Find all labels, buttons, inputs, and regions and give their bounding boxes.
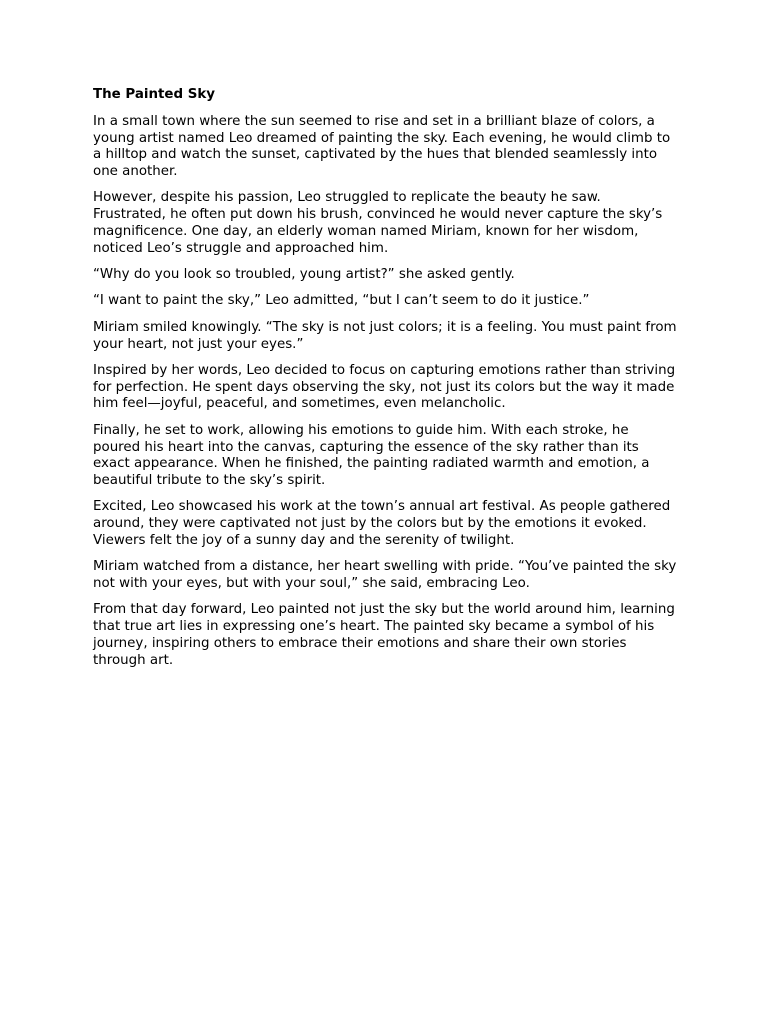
paragraph-5: Miriam smiled knowingly. “The sky is not just colors; it is a feeling. You must paint from your heart, not just your eyes.” [93, 319, 677, 352]
paragraph-8: Excited, Leo showcased his work at the town’s annual art festival. As people gathered around, they were captivated not just by the colors but by the emotions it evoked. Viewers felt the joy of a sunny day and the serenity of twilight. [93, 499, 671, 549]
paragraph-1: In a small town where the sun seemed to rise and set in a brilliant blaze of colors, a young artist named Leo dreamed of painting the sky. Each evening, he would climb to a hilltop and watch the sunset, captivated by the hues that blended seamlessly into one another. [93, 113, 671, 180]
paragraph-3: “Why do you look so troubled, young artist?” she asked gently. [93, 267, 515, 283]
document-page [93, 87, 677, 679]
paragraph-7: Finally, he set to work, allowing his emotions to guide him. With each stroke, he poured his heart into the canvas, capturing the essence of the sky rather than its exact appearance. When he finished, the painting radiated warmth and emotion, a beautiful tribute to the sky’s spirit. [93, 422, 650, 489]
document-title: The Painted Sky [93, 87, 216, 102]
paragraph-4: “I want to paint the sky,” Leo admitted, “but I can’t seem to do it justice.” [93, 293, 590, 309]
paragraph-10: From that day forward, Leo painted not just the sky but the world around him, learning that true art lies in expressing one’s heart. The painted sky became a symbol of his journey, inspiring others to embrace their emotions and share their own stories through art. [93, 602, 675, 668]
paragraph-6: Inspired by her words, Leo decided to focus on capturing emotions rather than striving for perfection. He spent days observing the sky, not just its colors but the way it made him feel—joyful, peaceful, and sometimes, even melancholic. [93, 362, 676, 412]
paragraph-2: However, despite his passion, Leo struggled to replicate the beauty he saw. Frustrated, he often put down his brush, convinced he would never capture the sky’s magnificence. One day, an elderly woman named Miriam, known for her wisdom, noticed Leo’s struggle and approached him. [93, 190, 663, 256]
paragraph-9: Miriam watched from a distance, her heart swelling with pride. “You’ve painted the sky not with your eyes, but with your soul,” she said, embracing Leo. [93, 559, 677, 592]
